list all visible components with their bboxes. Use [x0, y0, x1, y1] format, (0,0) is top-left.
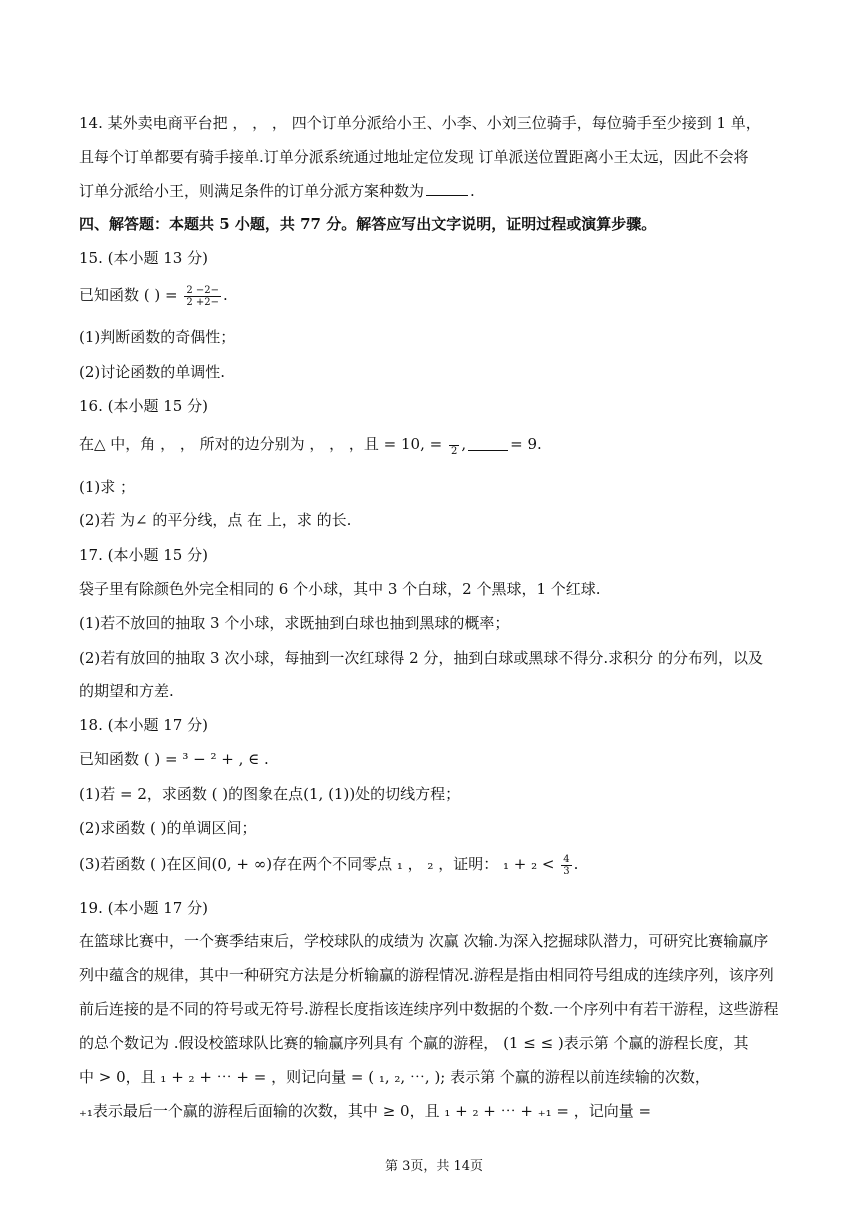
- q15-label: 15. (本小题 13 分): [79, 249, 208, 267]
- q17-part-2: (2)若有放回的抽取 3 次小球，每抽到一次红球得 2 分，抽到白球或黑球不得分.求积分 的分布列，以及: [79, 649, 763, 667]
- q18-given: 已知函数 ( ) = ³ − ² + , ∈ .: [79, 750, 269, 768]
- q18-part-1: (1)若 = 2，求函数 ( )的图象在点(1, (1))处的切线方程；: [79, 785, 461, 803]
- q18-part-3-prefix: (3)若函数 ( )在区间(0, + ∞)存在两个不同零点 ₁ ， ₂ ，证明： ₁ + ₂ <: [79, 855, 555, 873]
- q16-vector-bar: [468, 440, 508, 451]
- q16-part-1: (1)求 ；: [79, 478, 136, 496]
- q14-line-3-text: 订单分派给小王，则满足条件的订单分派方案种数为: [79, 182, 425, 200]
- q16-given-suffix: = 9.: [510, 435, 542, 453]
- q16-fraction-numerator: [449, 434, 459, 446]
- q18-fraction-denominator: 3: [563, 865, 570, 877]
- q17-part-1: (1)若不放回的抽取 3 个小球，求既抽到白球也抽到黑球的概率；: [79, 614, 510, 632]
- q16-given: 在△ 中，角 ， ， 所对的边分别为 ， ， ，且 = 10, = 2 , = 9.: [79, 435, 542, 457]
- q16-fraction: [449, 434, 459, 457]
- q14-line-1: 14. 某外卖电商平台把 ， ， ， 四个订单分派给小王、小李、小刘三位骑手，每位骑手至少接到 1 单，: [79, 114, 761, 132]
- q15-part-1: (1)判断函数的奇偶性；: [79, 328, 236, 346]
- q18-label: 18. (本小题 17 分): [79, 716, 208, 734]
- section-heading: 四、解答题：本题共 5 小题，共 77 分。解答应写出文字说明，证明过程或演算步骤。: [79, 215, 657, 233]
- answer-blank: [426, 181, 468, 196]
- q15-part-2: (2)讨论函数的单调性.: [79, 363, 226, 381]
- q15-fraction-numerator: 2 −2−: [186, 284, 220, 296]
- q16-label: 16. (本小题 15 分): [79, 397, 208, 415]
- q14-line-3: [79, 180, 791, 202]
- q14-line-3-end: .: [470, 182, 475, 200]
- q18-part-3: [79, 853, 791, 877]
- q18-part-2: (2)求函数 ( )的单调区间；: [79, 819, 257, 837]
- q19-label: 19. (本小题 17 分): [79, 899, 208, 917]
- q14-line-2: 且每个订单都要有骑手接单.订单分派系统通过地址定位发现 订单派送位置距离小王太远，因此不会将: [79, 148, 749, 166]
- q15-fraction-denominator: 2 +2−: [186, 296, 220, 308]
- q17-part-2-cont: 的期望和方差.: [79, 682, 174, 700]
- q16-part-2: (2)若 为∠ 的平分线，点 在 上，求 的长.: [79, 511, 352, 529]
- q19-paragraph-line-6: ₊₁表示最后一个赢的游程后面输的次数，其中 ≥ 0，且 ₁ + ₂ + ⋯ + ₊₁ = ，记向量 =: [79, 1102, 652, 1120]
- q19-paragraph-line-2: 列中蕴含的规律，其中一种研究方法是分析输赢的游程情况.游程是指由相同符号组成的连续序列，该序列: [79, 966, 774, 984]
- q15-given: [79, 284, 791, 308]
- q15-given-prefix: 已知函数 ( ) =: [79, 286, 178, 304]
- q19-paragraph-line-5: 中 > 0，且 ₁ + ₂ + ⋯ + = ，则记向量 = ( ₁, ₂, ⋯, ); 表示第 个赢的游程以前连续输的次数，: [79, 1068, 710, 1086]
- q18-fraction: [561, 854, 571, 877]
- q19-paragraph-line-3: 前后连接的是不同的符号或无符号.游程长度指该连续序列中数据的个数.一个序列中有若干游程，这些游程: [79, 1000, 779, 1018]
- page-footer: 第 3页，共 14页: [384, 1159, 484, 1174]
- q16-given-prefix: 在△ 中，角 ， ， 所对的边分别为 ， ， ，且 = 10, =: [79, 435, 443, 453]
- q17-label: 17. (本小题 15 分): [79, 546, 208, 564]
- q15-fraction: [184, 285, 221, 308]
- q16-fraction-denominator: 2: [451, 445, 458, 457]
- q18-fraction-numerator: 4: [563, 853, 570, 865]
- q18-part-3-suffix: .: [573, 855, 579, 873]
- q17-given: 袋子里有除颜色外完全相同的 6 个小球，其中 3 个白球，2 个黑球，1 个红球.: [79, 580, 601, 598]
- q19-paragraph-line-4: 的总个数记为 .假设校篮球队比赛的输赢序列具有 个赢的游程， (1 ≤ ≤ )表示第 个赢的游程长度，其: [79, 1034, 749, 1052]
- q15-given-suffix: .: [223, 286, 228, 304]
- q19-paragraph-line-1: 在篮球比赛中，一个赛季结束后，学校球队的成绩为 次赢 次输.为深入挖掘球队潜力，可研究比赛输赢序: [79, 932, 769, 950]
